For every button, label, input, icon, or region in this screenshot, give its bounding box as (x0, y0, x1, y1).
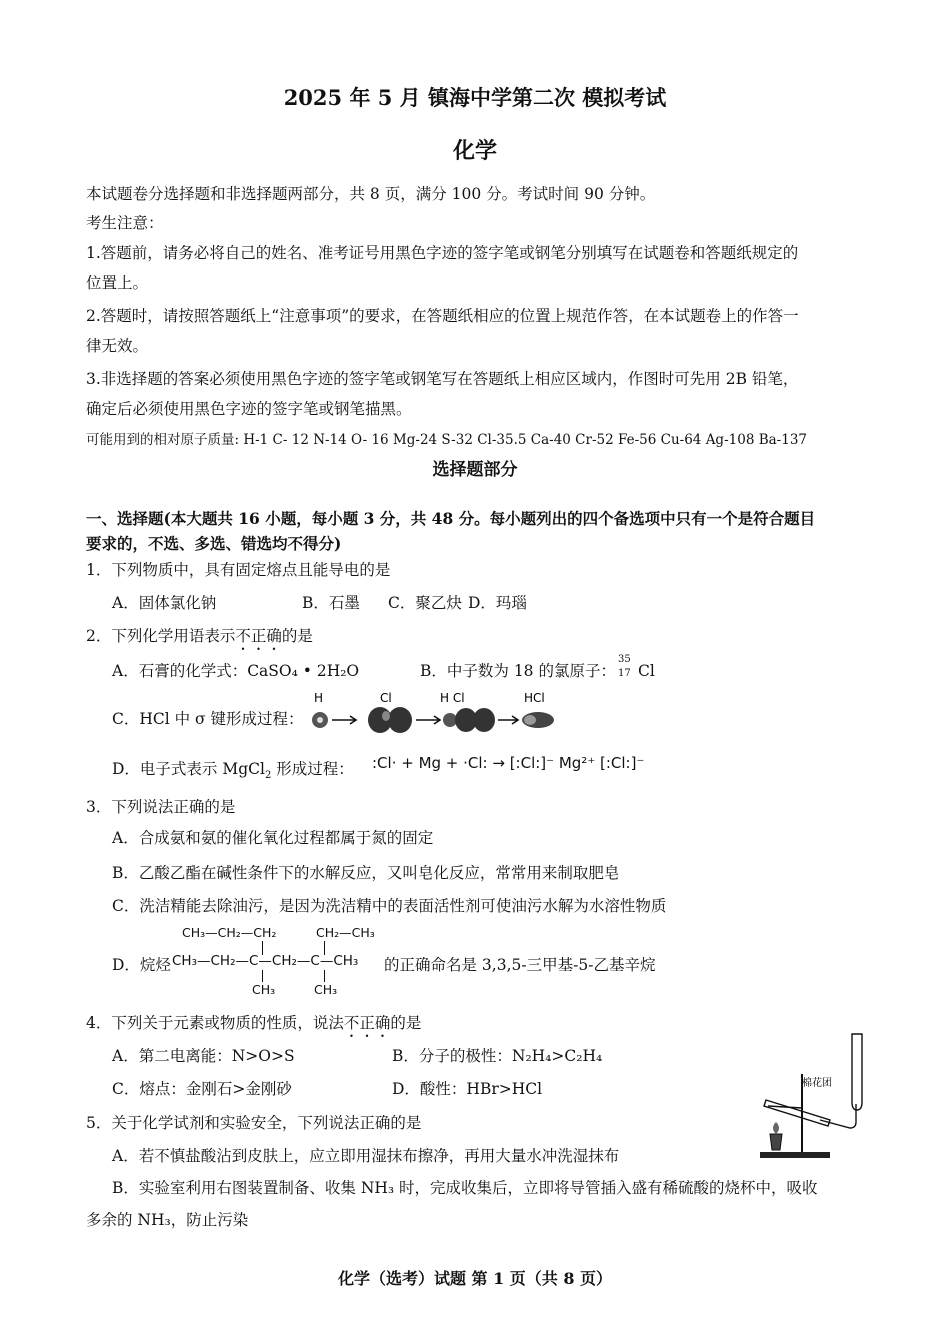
notice-2b: 律无效。 (86, 337, 149, 355)
hcl-sigma-orbital-icon (522, 712, 554, 728)
q1-stem: 1．下列物质中，具有固定熔点且能导电的是 (86, 561, 391, 579)
q2-option-d (112, 757, 354, 781)
h-s-orbital-icon (312, 712, 328, 728)
delivery-tube-icon (820, 1104, 856, 1128)
q2-option-d-post: 形成过程： (271, 760, 354, 778)
approach-orbital-icon (443, 708, 495, 732)
reaction-tube-icon (764, 1100, 830, 1126)
q4-option-b: B．分子的极性：N₂H₄>C₂H₄ (392, 1047, 603, 1065)
q1-option-c: C．聚乙炔 (388, 594, 462, 612)
subject-title: 化学 (452, 138, 497, 164)
ammonia-apparatus-figure (760, 1030, 870, 1165)
mgcl2-electron-formula: :Cl· + Mg + ·Cl: → [:Cl:]⁻ Mg²⁺ [:Cl:]⁻ (372, 754, 645, 772)
arrow-icon (332, 716, 356, 724)
q5-option-a: A．若不慎盐酸沾到皮肤上，应立即用湿抹布擦净，再用大量水冲洗湿抹布 (112, 1147, 620, 1165)
notice-2a: 2.答题时，请按照答题纸上“注意事项”的要求，在答题纸相应的位置上规范作答，在本试题卷上的作答一 (86, 307, 799, 325)
notice-3b: 确定后必须使用黑色字迹的签字笔或钢笔描黑。 (86, 400, 412, 418)
atomic-number: 17 (617, 668, 631, 679)
orbital-label-cl: Cl (380, 691, 392, 705)
q3-option-b: B．乙酸乙酯在碱性条件下的水解反应，又叫皂化反应，常常用来制取肥皂 (112, 864, 620, 882)
q4-stem (86, 1011, 421, 1041)
q5-stem: 5．关于化学试剂和实验安全，下列说法正确的是 (86, 1114, 422, 1132)
struct-top-right: CH₂—CH₃ (316, 925, 375, 940)
q2-option-b (420, 654, 655, 681)
q2-option-c: C．HCl 中 σ 键形成过程： (112, 710, 304, 728)
q4-stem-post: 的是 (390, 1014, 422, 1032)
section-title: 选择题部分 (432, 460, 518, 480)
q3-stem: 3．下列说法正确的是 (86, 798, 236, 816)
struct-bottom-right: CH₃ (314, 982, 338, 997)
orbital-label-h: H (314, 691, 324, 705)
q2-option-b-text: B．中子数为 18 的氯原子： (420, 662, 616, 680)
q3-option-a: A．合成氨和氨的催化氧化过程都属于氮的固定 (112, 829, 434, 847)
struct-bottom-left: CH₃ (252, 982, 276, 997)
arrow-icon (498, 716, 518, 724)
cotton-label: 棉花团 (802, 1078, 832, 1089)
q3-option-d-pre: D．烷烃 (112, 956, 171, 974)
q5-option-b-line2: 多余的 NH₃，防止污染 (86, 1211, 249, 1229)
cl-p-orbital-icon (368, 707, 412, 733)
burner-icon (770, 1134, 782, 1150)
collection-tube-icon (852, 1034, 862, 1110)
mass-number: 35 (617, 654, 631, 665)
struct-top-left: CH₃—CH₂—CH₂ (182, 925, 277, 940)
q4-option-d: D．酸性：HBr>HCl (392, 1080, 543, 1098)
flame-icon (773, 1122, 779, 1134)
orbital-label-hcl-sep: H Cl (440, 691, 465, 705)
intro-line: 本试题卷分选择题和非选择题两部分，共 8 页，满分 100 分。考试时间 90 分钟。 (86, 185, 656, 203)
q2-stem-emphasis: 不正确 (235, 627, 282, 645)
isotope-symbol: Cl (637, 662, 655, 680)
chlorine-isotope (616, 654, 638, 680)
q4-stem-emphasis: 不正确 (343, 1014, 391, 1032)
orbital-label-hcl: HCl (524, 691, 545, 705)
notice-1b: 位置上。 (86, 274, 149, 292)
struct-main-chain: CH₃—CH₂—C—CH₂—C—CH₃ (172, 953, 359, 969)
q2-stem-post: 的是 (281, 627, 313, 645)
q2-stem (86, 624, 313, 654)
notice-title: 考生注意： (86, 214, 164, 232)
q3-option-d-post: 的正确命名是 3,3,5-三甲基-5-乙基辛烷 (384, 956, 656, 974)
atomic-masses: 可能用到的相对原子质量: H-1 C- 12 N-14 O- 16 Mg-24 S-32 Cl-35.5 Ca-40 Cr-52 Fe-56 Cu-64 Ag-108 Ba-137 (86, 432, 807, 448)
q3-option-c: C．洗洁精能去除油污，是因为洗洁精中的表面活性剂可使油污水解为水溶性物质 (112, 897, 667, 915)
q2-option-d-text: D．电子式表示 MgCl (112, 760, 265, 778)
sigma-bond-diagram (300, 688, 570, 736)
page-footer: 化学（选考）试题 第 1 页（共 8 页） (337, 1269, 613, 1288)
bond-line (324, 970, 325, 982)
q4-option-c: C．熔点：金刚石>金刚砂 (112, 1080, 292, 1098)
part1-instructions-b: 要求的，不选、多选、错选均不得分) (86, 534, 342, 553)
q4-stem-pre: 4．下列关于元素或物质的性质，说法 (86, 1014, 344, 1032)
q4-option-a: A．第二电离能：N>O>S (112, 1047, 295, 1065)
q1-option-b: B．石墨 (302, 594, 360, 612)
bond-line (262, 970, 263, 982)
q2-option-d-sub: 2 (264, 770, 272, 782)
arrow-icon (416, 716, 440, 724)
notice-3a: 3.非选择题的答案必须使用黑色字迹的签字笔或钢笔写在答题纸上相应区域内，作图时可先用 2B 铅笔， (86, 370, 799, 388)
exam-title: 2025 年 5 月 镇海中学第二次 模拟考试 (283, 85, 667, 110)
q5-option-b-line1: B．实验室利用右图装置制备、收集 NH₃ 时，完成收集后，立即将导管插入盛有稀硫酸的烧杯中，吸收 (112, 1179, 818, 1197)
q2-stem-pre: 2．下列化学用语表示 (86, 627, 236, 645)
notice-1a: 1.答题前，请务必将自己的姓名、准考证号用黑色字迹的签字笔或钢笔分别填写在试题卷和答题纸规定的 (86, 244, 799, 262)
q2-option-a: A．石膏的化学式：CaSO₄ • 2H₂O (112, 662, 360, 680)
part1-instructions-a: 一、选择题(本大题共 16 小题，每小题 3 分，共 48 分。每小题列出的四个备选项中只有一个是符合题目 (86, 509, 816, 528)
q1-option-d: D．玛瑙 (468, 594, 527, 612)
q1-option-a: A．固体氯化钠 (112, 594, 217, 612)
stand-base-icon (760, 1152, 830, 1158)
